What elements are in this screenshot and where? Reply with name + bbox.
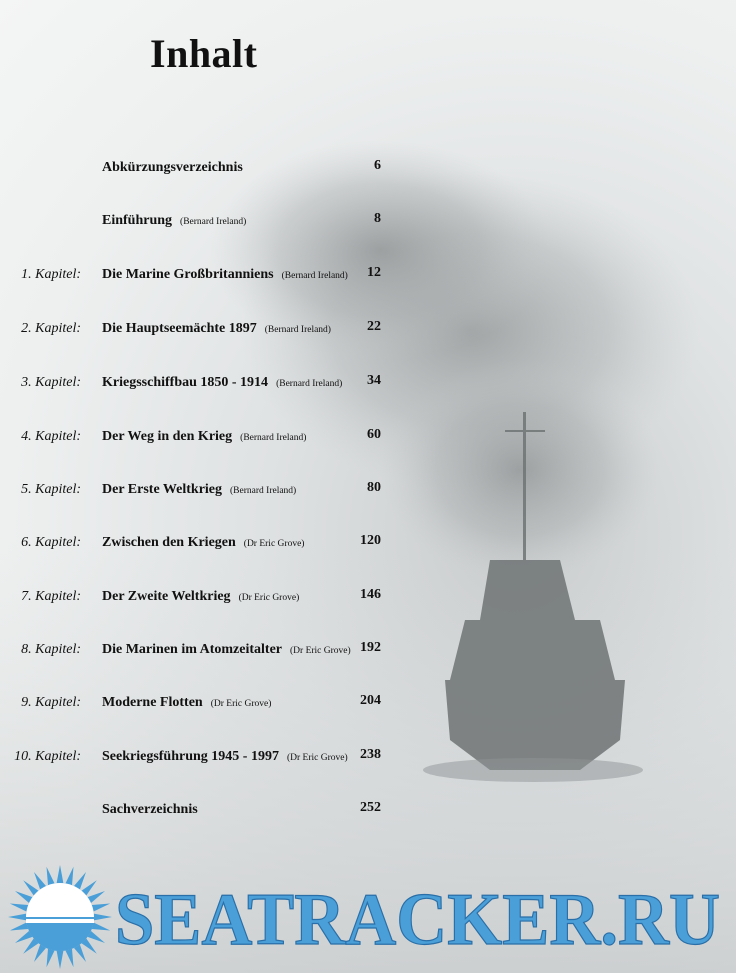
chapter-label: 7. Kapitel:: [21, 589, 81, 604]
entry-text: [102, 747, 348, 765]
page-number: 8: [374, 211, 381, 226]
entry-text: [102, 158, 251, 176]
chapter-label: 4. Kapitel:: [21, 429, 81, 444]
entry-title: Der Weg in den Krieg: [102, 429, 233, 444]
toc-entry: [0, 158, 736, 182]
page-number: 34: [367, 373, 381, 388]
toc-entry: [0, 480, 736, 504]
toc-entry: [0, 533, 736, 557]
entry-title: Der Erste Weltkrieg: [102, 482, 223, 497]
chapter-label: 10. Kapitel:: [14, 749, 81, 764]
toc-entry: [0, 427, 736, 451]
entry-text: [102, 533, 304, 551]
entry-title: Der Zweite Weltkrieg: [102, 589, 231, 604]
entry-text: [102, 319, 331, 337]
page-title: Inhalt: [150, 31, 258, 76]
chapter-label: 6. Kapitel:: [21, 535, 81, 550]
chapter-label: 1. Kapitel:: [21, 267, 81, 282]
chapter-label: 9. Kapitel:: [21, 695, 81, 710]
entry-title: Moderne Flotten: [102, 695, 203, 710]
seatracker-watermark: [0, 862, 736, 973]
toc-entry: [0, 211, 736, 235]
entry-title: Die Hauptseemächte 1897: [102, 321, 257, 336]
page-number: 146: [360, 587, 381, 602]
entry-author: (Bernard Ireland): [281, 271, 348, 281]
entry-author: (Bernard Ireland): [264, 325, 331, 335]
entry-text: [102, 211, 246, 229]
toc-entry: [0, 693, 736, 717]
toc-entry: [0, 747, 736, 771]
page-number: 120: [360, 533, 381, 548]
entry-text: [102, 693, 271, 711]
chapter-label: 5. Kapitel:: [21, 482, 81, 497]
entry-title: Seekriegsführung 1945 - 1997: [102, 749, 279, 764]
page-number: 22: [367, 319, 381, 334]
entry-author: (Bernard Ireland): [230, 486, 297, 496]
page-number: 6: [374, 158, 381, 173]
toc-entry: [0, 373, 736, 397]
chapter-label: 3. Kapitel:: [21, 375, 81, 390]
entry-title: Einführung: [102, 213, 173, 228]
entry-text: [102, 587, 299, 605]
entry-author: (Dr Eric Grove): [290, 646, 351, 656]
page-number: 80: [367, 480, 381, 495]
entry-title: Zwischen den Kriegen: [102, 535, 236, 550]
entry-author: (Dr Eric Grove): [243, 539, 305, 549]
entry-text: [102, 373, 342, 391]
page-number: 60: [367, 427, 381, 442]
entry-text: [102, 480, 296, 498]
page-number: 192: [360, 640, 381, 655]
toc-entry: [0, 265, 736, 289]
entry-author: (Dr Eric Grove): [238, 593, 300, 603]
entry-title: Kriegsschiffbau 1850 - 1914: [102, 375, 269, 390]
entry-text: [102, 640, 351, 658]
toc-entry: [0, 319, 736, 343]
sun-logo-icon: [8, 865, 112, 969]
entry-author: (Bernard Ireland): [276, 379, 343, 389]
page-number: 12: [367, 265, 381, 280]
entry-text: [102, 800, 206, 818]
page-number: 252: [360, 800, 381, 815]
page-number: 204: [360, 693, 381, 708]
toc-entry: [0, 640, 736, 664]
entry-text: [102, 265, 348, 283]
entry-author: (Dr Eric Grove): [210, 699, 272, 709]
chapter-label: 8. Kapitel:: [21, 642, 81, 657]
entry-title: Die Marine Großbritanniens: [102, 267, 274, 282]
chapter-label: 2. Kapitel:: [21, 321, 81, 336]
entry-title: Abkürzungsverzeichnis: [102, 160, 243, 175]
toc-entry: [0, 800, 736, 824]
entry-title: Sachverzeichnis: [102, 802, 198, 817]
entry-title: Die Marinen im Atomzeitalter: [102, 642, 282, 657]
entry-text: [102, 427, 306, 445]
entry-author: (Bernard Ireland): [180, 217, 247, 227]
toc-entry: [0, 587, 736, 611]
watermark-text: SEATRACKER.RU: [115, 879, 720, 961]
entry-author: (Dr Eric Grove): [286, 753, 348, 763]
page-number: 238: [360, 747, 381, 762]
entry-author: (Bernard Ireland): [240, 433, 307, 443]
